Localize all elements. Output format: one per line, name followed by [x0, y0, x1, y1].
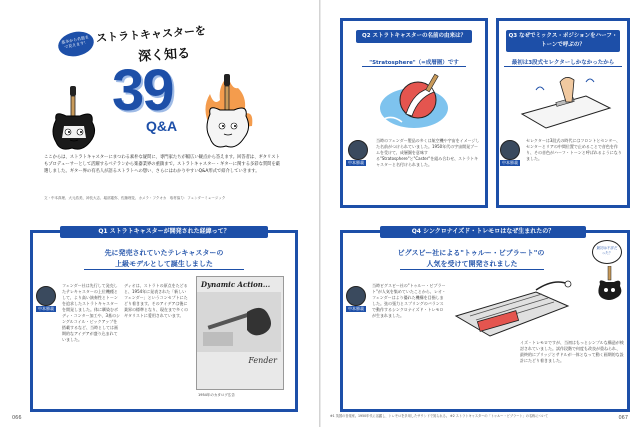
intro-body: ここからは、ストラトキャスターにまつわる素朴な疑問に、専門家たちが幅広い観点から答えます。回答者は、ギタリストもプロデューサーとして活躍するベテランから楽器業界の重鎮まで。ストラトキャスター・ギターに関する多彩な質問を厳選しました。ギター界の有名人が語るストラトへの想い、さらにはわかりやすいQ&A形式で紹介していきます。: [44, 155, 281, 174]
hero-title-line2: 深く知る: [137, 46, 191, 65]
tremolo-unit-illustration: [450, 276, 574, 346]
q2-answer: "Stratosphere"（=成層圏）です: [362, 58, 466, 67]
q1-answer-line2: 上級モデルとして誕生しました: [84, 259, 244, 270]
q4-expert-name: 中本勝義: [348, 306, 364, 311]
q3-answer: 最初は3段式セレクターしかなかったから: [504, 58, 622, 67]
hero-big-number: 39: [112, 58, 173, 123]
q4-header: Q4 シンクロナイズド・トレモロはなぜ生まれたの？: [380, 226, 586, 238]
hero-subtitle: Q&A: [146, 118, 178, 134]
stratosphere-guitar-illustration: [372, 70, 456, 132]
hero-badge: 基本から名盤まで見えます！: [56, 29, 96, 60]
q4-body-col1: 当時ビグスビー社の"トゥルー・ビブラート"が人気を集めていたことから、レオ・フェンダーはより優れた機構を目指しました。弦の張力とスプリングのバランスで動作するシンクロナイズド・トレモロが生まれました。: [372, 283, 446, 318]
q1-body-col2: ディオは、ストラトの原点をたどると、1954年に発表された「新しいフェンダー」というコンセプトにたどり着きます。そのアイデアは後に業界の標準となり、現在まで多くのギタリストに愛用されています。: [124, 283, 188, 318]
q2-body: 当時のフェンダー製品の多くは航空機や宇宙をイメージした名前がつけられていました。1950年代の宇宙開発ブームを受けて、成層圏を意味する"Stratosphere"と"Caster"を組み合わせ、ストラトキャスターと名付けられました。: [376, 138, 480, 167]
q1-header: Q1 ストラトキャスターが開発された経緯って？: [60, 226, 268, 238]
vintage-ad-script: Fender: [248, 356, 277, 365]
q3-body: セレクターは3段式の時代にはフロントとセンター、センターとリアの中間位置で止めることで音色を作り、その音色がハーフ・トーンと呼ばれるようになりました。: [526, 138, 622, 161]
page-number-right: 067: [618, 415, 628, 421]
black-guitar-illustration: [44, 86, 104, 154]
mini-guitar-illustration: [592, 266, 626, 302]
vintage-ad-guitar-photo: [197, 292, 281, 352]
q4-expert-avatar: [346, 286, 366, 306]
vintage-fender-ad: [196, 276, 284, 390]
footnote: ※1 英国の音楽家。1950年代に活躍し、トレモロを多用したサウンドで知られる。 ※2 ストラトキャスターの「トゥルー・ビブラート」の名称について: [330, 414, 549, 418]
q3-expert-name: 中本勝義: [502, 160, 518, 165]
selector-switch-illustration: [516, 70, 616, 132]
q3-expert-avatar: [500, 140, 520, 160]
q1-body-col1: フェンダー社は先行して発売したテレキャスターの上位機種として、より高い演奏性とトーンを追求したストラトキャスターを開発しました。体に馴染むボディ・コンター加工や、3基のシングルコイル・ピックアップを搭載するなど、当時としては画期的なアイデアが盛り込まれていました。: [62, 283, 120, 342]
q4-answer-line1: ビグスビー社による"トゥルー・ビブラート"の: [397, 249, 545, 257]
intro-credits: 文・中本真理、大元浩美、神長大志、堀部蓮弥、佐藤理花、カメラ・フクオカ 取材協力：フェンダーミュージック: [44, 196, 226, 200]
q3-header: Q3 なぜでミックス・ポジションをハーフ・トーンで呼ぶの？: [506, 30, 620, 52]
hero-title-line1: ストラトキャスターを: [95, 24, 207, 45]
q4-answer-line2: 人気を受けて開発されました: [400, 259, 544, 270]
white-guitar-illustration: [192, 70, 262, 154]
spine-gutter: [319, 0, 321, 427]
q1-answer-line1: 先に発売されていたテレキャスターの: [104, 249, 224, 257]
q4-speech-bubble: 最初は不評だった？: [592, 240, 622, 264]
q2-expert-avatar: [348, 140, 368, 160]
vintage-ad-title: Dynamic Action...: [201, 280, 271, 289]
q2-header: Q2 ストラトキャスターの名前の由来は？: [356, 30, 472, 43]
page-number-left: 066: [12, 415, 22, 421]
q4-body-col2: イズ・トレモロですが、当初はもっとシンプルな構造が検討されていました。試作段階で何度も改良が重ねられ、最終的にブリッジとサドルが一体となって動く画期的な設計にたどり着きました。: [520, 340, 624, 363]
q1-expert-name: 中本勝義: [38, 306, 54, 311]
q1-expert-avatar: [36, 286, 56, 306]
q2-expert-name: 中本勝義: [348, 160, 364, 165]
vintage-ad-caption: 1954年のカタログ広告: [198, 393, 235, 397]
